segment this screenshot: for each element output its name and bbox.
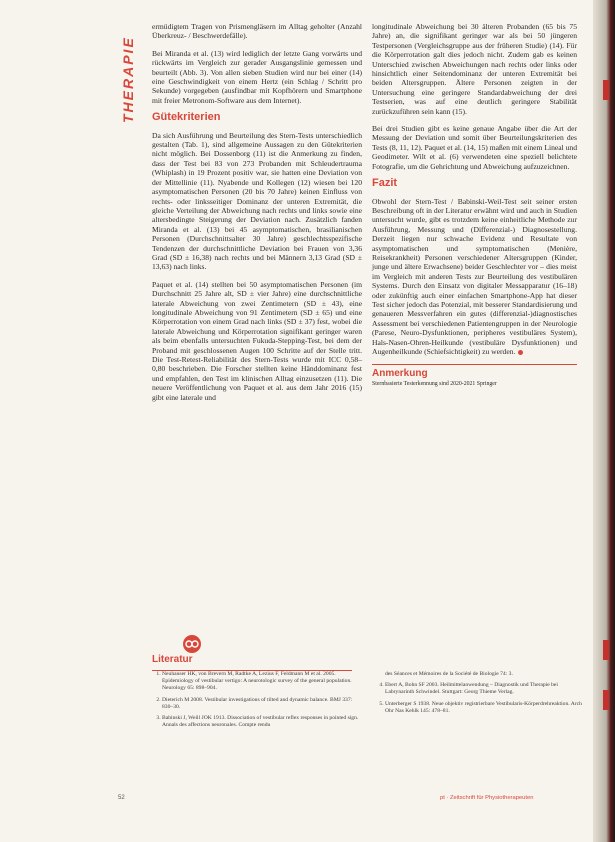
- journal-name: pt · Zeitschrift für Physiotherapeuten: [440, 795, 534, 801]
- literature-list-left: [152, 671, 359, 733]
- right-paragraph-3: [372, 197, 577, 357]
- left-column: [152, 22, 362, 410]
- literature-item: des Séances et Mémoires de la Société de Biologie 74: 3.: [385, 671, 513, 677]
- fazit-text: Obwohl der Stern-Test / Babinski-Weil-Test seit seiner ersten Beschreibung oft in der Literatur erwähnt wird und auch in Studien untersucht wurde, gibt es trotzdem keine einheitliche Methode zur Ausführung, Messung und (Differenzial-) Diagnosestellung. Derzeit liegen nur schwache Evidenz und Resultate von asymptomatischen und symptomatischen (Menière, Reisekrankheit) Personen verschiedener Altersgruppen (Kinder, junge und ältere Erwachsene) beider Geschlechter vor – dies meist im Vergleich mit anderen Tests zur Beurteilung des vestibulären Systems. Durch den Einsatz von digitaler Messapparatur (16–18) oder zukünftig auch einer einfachen Smartphone-App hat dieser Test sicher jedoch das Potenzial, mit besserer Standardisierung und genaueren Messverfahren ein gutes (differenzial-)diagnostisches Assessment bei verschiedenen Patientengruppen in der Neurologie (Parese, Neuro-Dysfunktionen, peripheres vestibuläres System), Hals-Nasen-Ohren-Heilkunde (vestibuläre Dysfunktionen) und Augenheilkunde (Schiefsichtigkeit) zu werden.: [372, 196, 577, 356]
- edge-mark: [603, 690, 609, 710]
- literature-list-right: [375, 671, 582, 733]
- literature-columns: [152, 671, 582, 733]
- literature-section: [152, 640, 582, 733]
- heading-guetekriterien: Gütekriterien: [152, 111, 221, 124]
- anmerkung-title: Anmerkung: [372, 368, 428, 380]
- literature-item: 1. Neuhauser HK, von Brevern M, Radtke A, Lezius F, Feldmann M et al. 2005. Epidemiology of vestibular vertigo: A neurotologic survey of the general population. Neurology 65: 898–904.: [162, 671, 359, 693]
- literature-title: Literatur: [152, 654, 193, 665]
- right-column: [372, 22, 577, 388]
- literature-item: 3. Babinski J, Weill JOK 1913. Dissociation of vestibular reflex responses in pointed sign. Annals des affections neuronales. Compte rendu: [162, 715, 359, 729]
- page-edge-shadow: [593, 0, 615, 842]
- anmerkung-text: Sternbasierte Testerkennung sind 2020-2021 Springer: [372, 380, 497, 387]
- anmerkung-rule: [372, 364, 577, 365]
- left-paragraph-1: ermüdigtem Tragen von Prismengläsern im Alltag geholter (Anzahl Überkreuz- / Beschwerdefälle).: [152, 22, 362, 41]
- right-paragraph-2: Bei drei Studien gibt es keine genaue Angabe über die Art der Messung der Deviation und somit über Beurteilungskriterien des Tests (8, 11, 12). Paquet et al. (14, 15) maßen mit einem Lineal und Geodimeter. Wilt et al. (6) verwendeten eine speziell belichtete Fotografie, um die Gehrichtung und Abweichung aufzuzeichnen.: [372, 124, 578, 171]
- literature-item: 2. Dieterich M 2008. Vestibular investigations of tilted and dynamic balance. BMJ 337: 830–30.: [162, 697, 359, 711]
- end-mark-icon: [518, 350, 523, 355]
- page-number: 52: [118, 795, 125, 801]
- left-paragraph-2: Bei Miranda et al. (13) wird lediglich der letzte Gang vorwärts und rückwärts im Vergleich zur gerader Ausgangslinie gemessen und beurteilt (Abb. 3). Von allen sieben Studien wird nur bei einer (14) eine Geschwindigkeit von einem Hertz (ein Schlag / Schritt pro Sekunde) vorgegeben (ausfindbar mit Kopfhörern und Smartphone mit freier Metronom-Software aus dem Internet).: [152, 48, 362, 105]
- heading-fazit: Fazit: [372, 177, 398, 190]
- left-paragraph-3: Da sich Ausführung und Beurteilung des Stern-Tests unterschiedlich gestalten (Tab. 1), sind allgemeine Aussagen zu den Gütekriterien nicht möglich. Bei Dossenborg (11) ist die Anmerkung zu finden, dass der Test bei 83 von 273 Probanden mit Schleudertrauma (Whiplash) in 19 Prozent positiv war, sie hatten eine Deviation von der Mittellinie (11). Nyabende und Kollegen (12) wiesen bei 120 asymptomatischen Personen (20 bis 70 Jahre) keinen Einfluss von rechts- oder linksseitiger Dominanz der unteren Extremität, die gleiche Verteilung der Abweichung nach rechts und links sowie eine altersbedingte Steigerung der Deviation nach. Zusätzlich fanden Miranda et al. (13) bei 45 asymptomatischen, brasilianischen Personen (Durchschnittsalter 30 Jahre) geschlechtsspezifische Tendenzen der durchschnittliche Deviation bei Frauen von 3,36 Grad (SD ± 16,38) nach rechts und bei Männern 3,13 Grad (SD ± 13,63) nach links.: [152, 130, 362, 272]
- literature-item: 4. Ebert A, Bohn SF 2003. Heilmittelanwendung – Diagnostik und Therapie bei Labrynarinth Schwindel. Stuttgart: Georg Thieme Verlag.: [385, 682, 582, 696]
- section-label: THERAPIE: [120, 36, 136, 124]
- literature-item: 5. Unterberger S 1938. Neue objektiv registrierbare Vestibularis-Körperdrehreaktion. Arch Ohr Nas Kehlk 145: 478–81.: [385, 701, 582, 715]
- left-paragraph-4: Paquet et al. (14) stellten bei 50 asymptomatischen Personen (im Durchschnitt 25 Jahre alt, SD ± vier Jahre) eine durchschnittliche laterale Abweichung von zwei Zentimetern (SD ± 43), eine longitudinale Abweichung von 91 Zentimetern (SD ± 65) und eine Körperrotation von einem Grad nach links (SD ± 37) fest, wobei die laterale Abweichung und Körperrotation signifikant geringer waren als beim ebenfalls untersuchten Fukuda-Stepping-Test, bei dem der Proband mit geschlossenen Augen 100 Schritte auf der Stelle tritt. Die Test-Retest-Reliabilität des Stern-Tests wurde mit ICC 0,58–0,80 beschrieben. Die Forscher stellten keine Händdominanz fest und empfahlen, den Test im klinischen Alltag einzusetzen (11). Die neuere Veröffentlichung von Paquet et al. aus dem Jahr 2016 (15) gibt eine laterale und: [152, 279, 362, 402]
- right-paragraph-1: longitudinale Abweichung bei 30 älteren Probanden (65 bis 75 Jahre) an, die signifikant geringer war als bei 50 jüngeren Testpersonen (Vergleichsgruppe aus der früheren Studie) (14). Für die Körperrotation galt dies jedoch nicht. Zudem gab es keinen Unterschied zwischen Abweichungen nach rechts oder links oder hinsichtlich einer Seitendominanz der unteren Extremität bei beiden Altersgruppen. Ältere Personen zeigten in der Untersuchung eine geringere Standardabweichung der drei Testserien, was auf eine deutlich geringere Stabilität zurückzuführen sein kann (15).: [372, 22, 577, 116]
- literature-rule: [152, 670, 352, 671]
- edge-mark: [603, 640, 609, 660]
- literature-icon: [182, 634, 202, 654]
- edge-mark: [603, 80, 609, 100]
